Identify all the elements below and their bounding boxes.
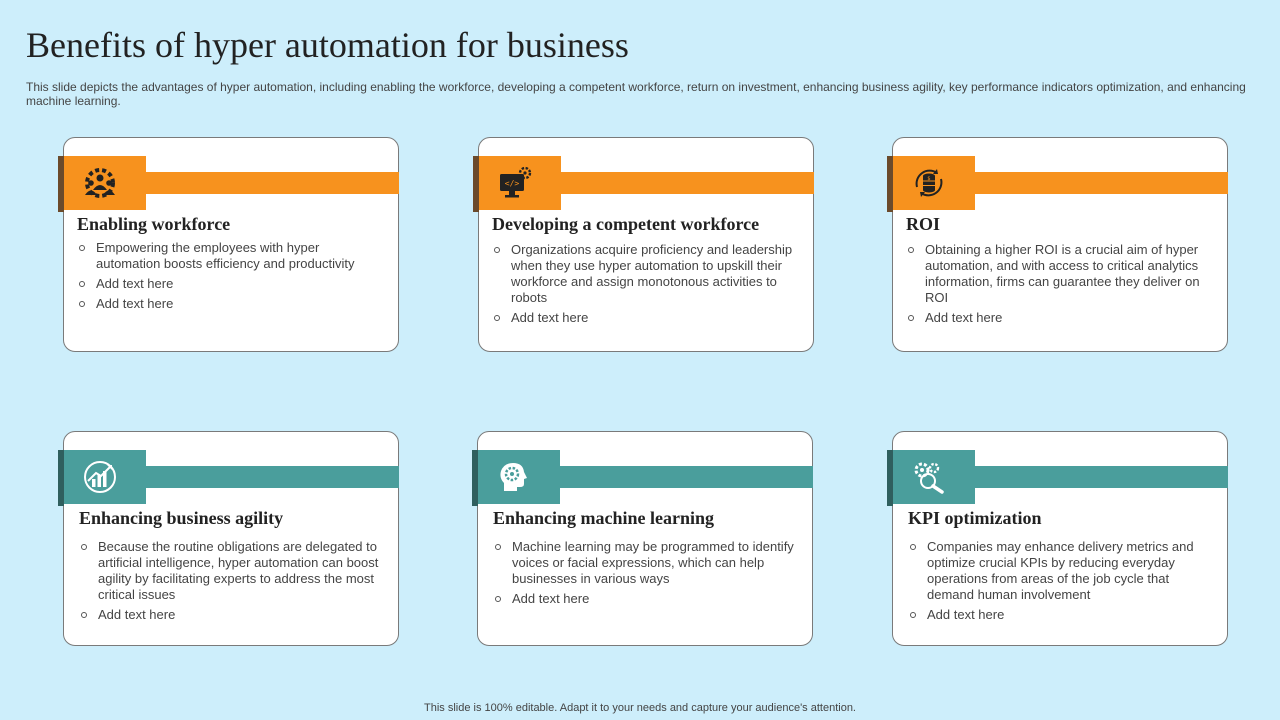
- card-title: Enhancing machine learning: [493, 508, 715, 528]
- card-icon-box: [887, 156, 975, 210]
- card-icon-tab: [58, 450, 64, 506]
- card-header-band: [145, 466, 399, 488]
- card-title: Enabling workforce: [77, 214, 231, 234]
- card-icon-box: [473, 156, 561, 210]
- list-item: Add text here: [907, 310, 1213, 326]
- card-enhancing-machine-learning: [477, 431, 813, 646]
- card-icon-box: [58, 450, 146, 504]
- card-icon-box: [887, 450, 975, 504]
- card-header-band: [560, 172, 814, 194]
- card-icon-tab: [472, 450, 478, 506]
- list-item: Add text here: [493, 310, 799, 326]
- page-title: Benefits of hyper automation for business: [26, 25, 629, 65]
- gears-search-icon: [911, 459, 947, 495]
- list-item: Add text here: [78, 296, 384, 312]
- list-item: Add text here: [494, 591, 798, 607]
- card-developing-competent-workforce: [478, 137, 814, 352]
- list-item: Obtaining a higher ROI is a crucial aim of hyper automation, and with access to critical analytics information, firms can guarantee they deliver on ROI: [907, 242, 1213, 306]
- card-icon-tab: [473, 156, 479, 212]
- card-title: Enhancing business agility: [79, 508, 284, 528]
- card-kpi-optimization: [892, 431, 1228, 646]
- list-item: Add text here: [80, 607, 384, 623]
- svg-text:</>: </>: [504, 179, 520, 188]
- card-icon-tab: [887, 156, 893, 212]
- head-gear-icon: [496, 459, 532, 495]
- card-bullet-list: [494, 539, 798, 611]
- list-item: Machine learning may be programmed to identify voices or facial expressions, which can help businesses in various ways: [494, 539, 798, 587]
- list-item: Organizations acquire proficiency and leadership when they use hyper automation to upskill their workforce and assign monotonous activities to robots: [493, 242, 799, 306]
- svg-text:$: $: [927, 176, 931, 182]
- card-title: Developing a competent workforce: [492, 214, 760, 234]
- card-icon-box: [58, 156, 146, 210]
- list-item: Add text here: [909, 607, 1213, 623]
- growth-chart-icon: [82, 459, 118, 495]
- coin-stack-cycle-icon: [911, 165, 947, 201]
- card-icon-box: [472, 450, 560, 504]
- card-roi: [892, 137, 1228, 352]
- footer-note: This slide is 100% editable. Adapt it to your needs and capture your audience's attention.: [424, 702, 856, 714]
- card-header-band: [974, 466, 1228, 488]
- team-gear-icon: [82, 165, 118, 201]
- card-enhancing-business-agility: [63, 431, 399, 646]
- card-title: ROI: [906, 214, 941, 234]
- card-icon-tab: [887, 450, 893, 506]
- list-item: Companies may enhance delivery metrics and optimize crucial KPIs by reducing everyday operations from areas of the job cycle that demand human involvement: [909, 539, 1213, 603]
- card-header-band: [974, 172, 1228, 194]
- card-icon-tab: [58, 156, 64, 212]
- list-item: Add text here: [78, 276, 384, 292]
- card-bullet-list: [907, 242, 1213, 330]
- page-subtitle: This slide depicts the advantages of hyper automation, including enabling the workforce, developing a competent workforce, return on investment, enhancing business agility, key performance indicators optimization, and enhancing machine learning.: [26, 80, 1246, 108]
- card-bullet-list: [80, 539, 384, 627]
- card-bullet-list: [493, 242, 799, 330]
- card-bullet-list: [909, 539, 1213, 627]
- list-item: Because the routine obligations are delegated to artificial intelligence, hyper automation can boost agility by facilitating experts to address the most critical issues: [80, 539, 384, 603]
- code-monitor-gear-icon: [497, 165, 533, 201]
- card-bullet-list: [78, 240, 384, 316]
- list-item: Empowering the employees with hyper automation boosts efficiency and productivity: [78, 240, 384, 272]
- card-enabling-workforce: [63, 137, 399, 352]
- card-header-band: [559, 466, 813, 488]
- card-title: KPI optimization: [908, 508, 1042, 528]
- card-header-band: [145, 172, 399, 194]
